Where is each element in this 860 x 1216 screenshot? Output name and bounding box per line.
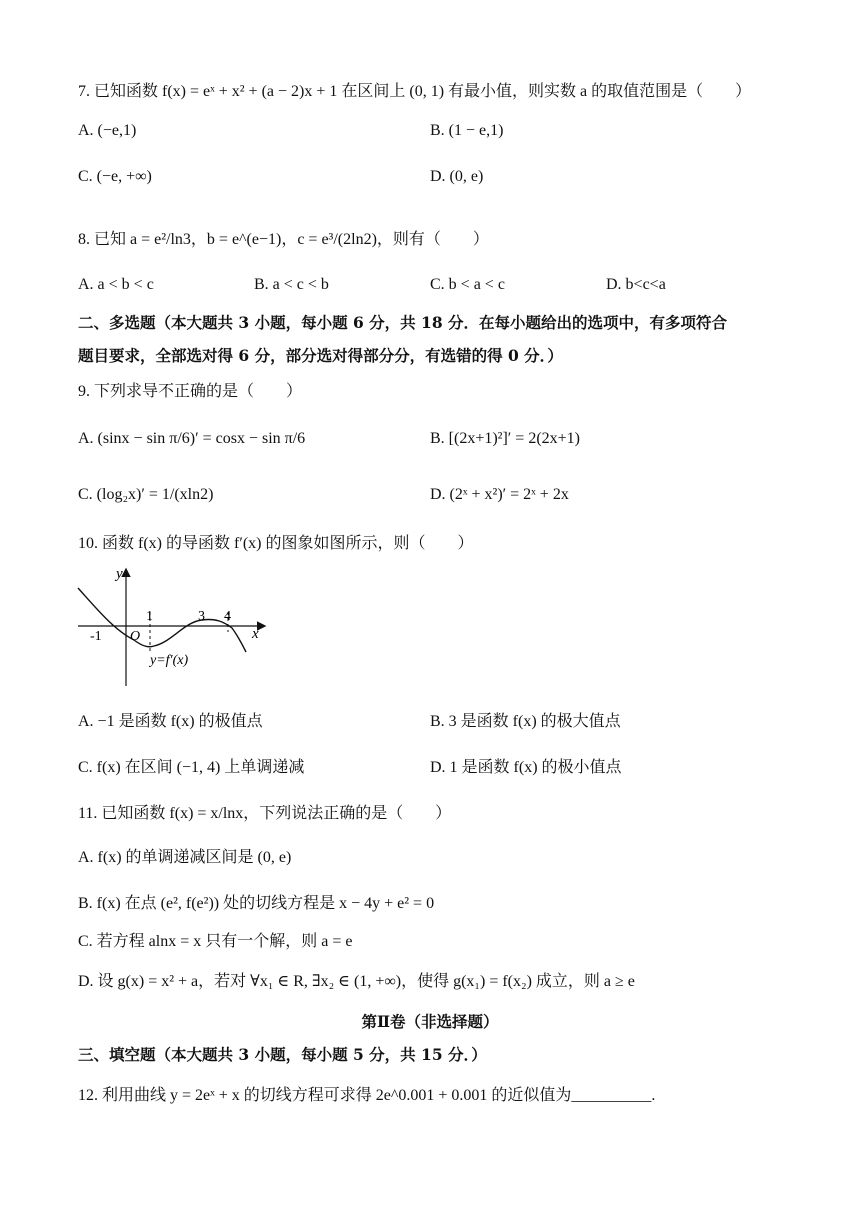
- tick-label-1: 1: [146, 609, 153, 624]
- section-2-heading-line-2: 题目要求，全部选对得 6 分，部分选对得部分分，有选错的得 0 分．）: [78, 346, 563, 365]
- question-10-option-c: C. f(x) 在区间 (−1, 4) 上单调递减: [78, 759, 305, 776]
- question-11-option-b: B. f(x) 在点 (e², f(e²)) 处的切线方程是 x − 4y + e² = 0: [78, 895, 435, 912]
- question-10-option-d: D. 1 是函数 f(x) 的极小值点: [430, 759, 622, 776]
- question-10-option-a: A. −1 是函数 f(x) 的极值点: [78, 713, 263, 730]
- question-11-stem: 11. 已知函数 f(x) = x/lnx，下列说法正确的是（ ）: [78, 805, 452, 822]
- question-12-stem: 12. 利用曲线 y = 2eˣ + x 的切线方程可求得 2e^0.001 + 0.001 的近似值为__________.: [78, 1087, 656, 1104]
- question-7-option-d: D. (0, e): [430, 168, 484, 185]
- part-2-title: 第Ⅱ卷（非选择题）: [361, 1012, 499, 1031]
- question-10-option-b: B. 3 是函数 f(x) 的极大值点: [430, 713, 621, 730]
- question-7-option-a: A. (−e,1): [78, 122, 137, 139]
- question-9-option-c: C. (log₂x)′ = 1/(xln2): [78, 486, 214, 503]
- question-9-option-b: B. [(2x+1)²]′ = 2(2x+1): [430, 430, 581, 447]
- x-axis-label: x: [252, 626, 259, 642]
- question-9-option-d: D. (2ˣ + x²)′ = 2ˣ + 2x: [430, 486, 569, 503]
- question-10-stem: 10. 函数 f(x) 的导函数 f′(x) 的图象如图所示，则（ ）: [78, 535, 474, 552]
- question-8-option-d: D. b<c<a: [606, 276, 666, 293]
- tick-label-neg-1: -1: [90, 629, 102, 644]
- section-2-heading-line-1: 二、多选题（本大题共 3 小题，每小题 6 分，共 18 分．在每小题给出的选项中，有多项符合: [78, 313, 728, 332]
- tick-label-3: 3: [198, 609, 205, 624]
- origin-label: O: [130, 629, 141, 644]
- y-axis-label: y: [116, 566, 123, 582]
- question-9-option-a: A. (sinx − sin π/6)′ = cosx − sin π/6: [78, 430, 306, 447]
- question-7-stem: 7. 已知函数 f(x) = eˣ + x² + (a − 2)x + 1 在区间上 (0, 1) 有最小值，则实数 a 的取值范围是（ ）: [78, 83, 752, 100]
- question-7-option-c: C. (−e, +∞): [78, 168, 152, 185]
- question-8-option-c: C. b < a < c: [430, 276, 505, 293]
- question-11-option-d: D. 设 g(x) = x² + a，若对 ∀x₁ ∈ R, ∃x₂ ∈ (1, +∞)，使得 g(x₁) = f(x₂) 成立，则 a ≥ e: [78, 973, 635, 990]
- section-3-heading: 三、填空题（本大题共 3 小题，每小题 5 分，共 15 分．）: [78, 1045, 487, 1064]
- question-11-option-a: A. f(x) 的单调递减区间是 (0, e): [78, 849, 292, 866]
- question-8-stem: 8. 已知 a = e²/ln3，b = e^(e−1)，c = e³/(2ln2)，则有（ ）: [78, 231, 489, 248]
- question-8-option-a: A. a < b < c: [78, 276, 154, 293]
- derivative-curve: [78, 588, 246, 652]
- derivative-graph: [74, 562, 274, 692]
- question-7-option-b: B. (1 − e,1): [430, 122, 504, 139]
- question-11-option-c: C. 若方程 alnx = x 只有一个解，则 a = e: [78, 933, 353, 950]
- tick-label-4: 4: [224, 609, 231, 624]
- question-9-stem: 9. 下列求导不正确的是（ ）: [78, 383, 303, 400]
- question-8-option-b: B. a < c < b: [254, 276, 329, 293]
- curve-label: y=f′(x): [150, 653, 189, 668]
